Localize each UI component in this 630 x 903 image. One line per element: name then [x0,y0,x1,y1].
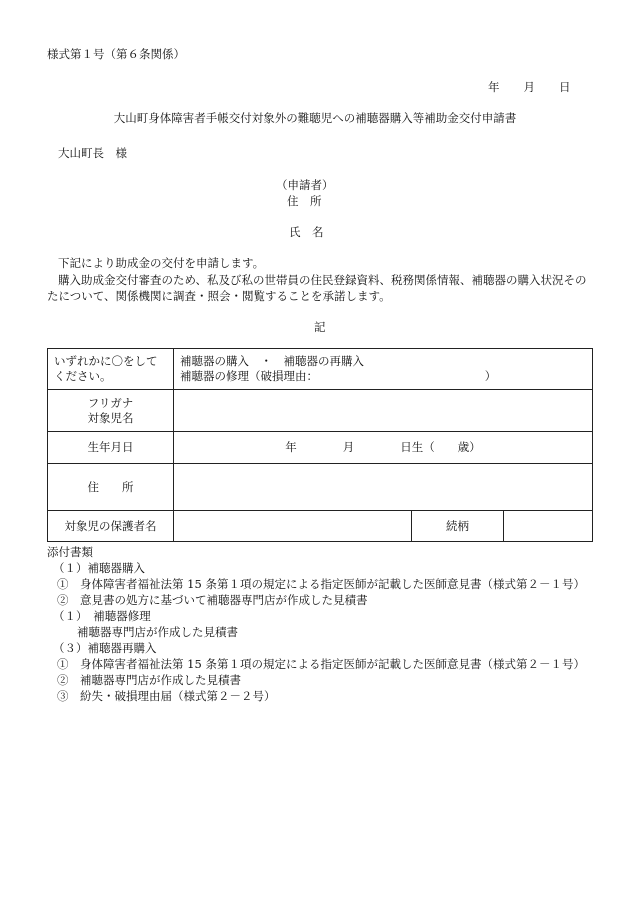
list-item: ② 補聴器専門店が作成した見積書 [57,673,241,687]
list-item: ① 身体障害者福祉法第 15 条第１項の規定による指定医師が記載した医師意見書（様式第２－１号） [57,657,585,671]
date-line [488,80,571,94]
date-day-label: 日 [559,80,571,94]
child-address-field[interactable] [174,464,593,511]
child-address-label: 住 所 [48,464,174,511]
birth-date-field[interactable]: 年 月 日生（ 歳） [174,432,593,464]
guardian-name-field[interactable] [174,511,412,542]
list-item: ③ 紛失・破損理由届（様式第２－２号） [57,689,276,703]
relationship-field[interactable] [504,511,593,542]
application-statement: 下記により助成金の交付を申請します。 [58,256,265,270]
relationship-label: 続柄 [412,511,504,542]
attachments-heading: 添付書類 [47,545,93,559]
table-row [48,349,593,390]
form-number: 様式第１号（第６条関係） [47,47,185,61]
attachments-section [47,544,607,704]
list-item: 補聴器専門店が作成した見積書 [77,625,238,639]
child-name-label: フリガナ 対象児名 [48,390,174,432]
guardian-name-label: 対象児の保護者名 [48,511,174,542]
list-item: ② 意見書の処方に基づいて補聴器専門店が作成した見積書 [57,593,368,607]
date-month-label: 月 [523,80,535,94]
applicant-address-label: 住 所 [287,194,322,208]
table-row [48,432,593,464]
request-type-label: いずれかに〇をして ください。 [48,349,174,390]
list-item: ① 身体障害者福祉法第 15 条第１項の規定による指定医師が記載した医師意見書（様式第２－１号） [57,577,585,591]
section-purchase-title: （１）補聴器購入 [53,561,145,575]
applicant-name-label: 氏 名 [289,225,324,239]
option-purchase-repurchase[interactable]: 補聴器の購入 ・ 補聴器の再購入 [180,354,364,368]
section-repair-title: （１） 補聴器修理 [53,609,151,623]
consent-statement: 購入助成金交付審査のため、私及び私の世帯員の住民登録資料、税務関係情報、補聴器の購入状況そのたについて、関係機関に調査・照会・閲覧することを承諾します。 [47,273,587,303]
table-row [48,390,593,432]
applicant-heading: （申請者） [276,178,334,192]
application-form-table [47,348,593,542]
request-type-options[interactable] [174,349,593,390]
child-name-field[interactable] [174,390,593,432]
addressee: 大山町長 様 [58,146,127,160]
birth-date-label: 生年月日 [48,432,174,464]
date-year-label: 年 [488,80,500,94]
ki-heading: 記 [314,320,326,334]
section-repurchase-title: （３）補聴器再購入 [53,641,157,655]
table-row [48,464,593,511]
document-title: 大山町身体障害者手帳交付対象外の難聴児への補聴器購入等補助金交付申請書 [113,111,517,125]
table-row [48,511,593,542]
option-repair[interactable]: 補聴器の修理（破損理由： ） [180,369,497,383]
